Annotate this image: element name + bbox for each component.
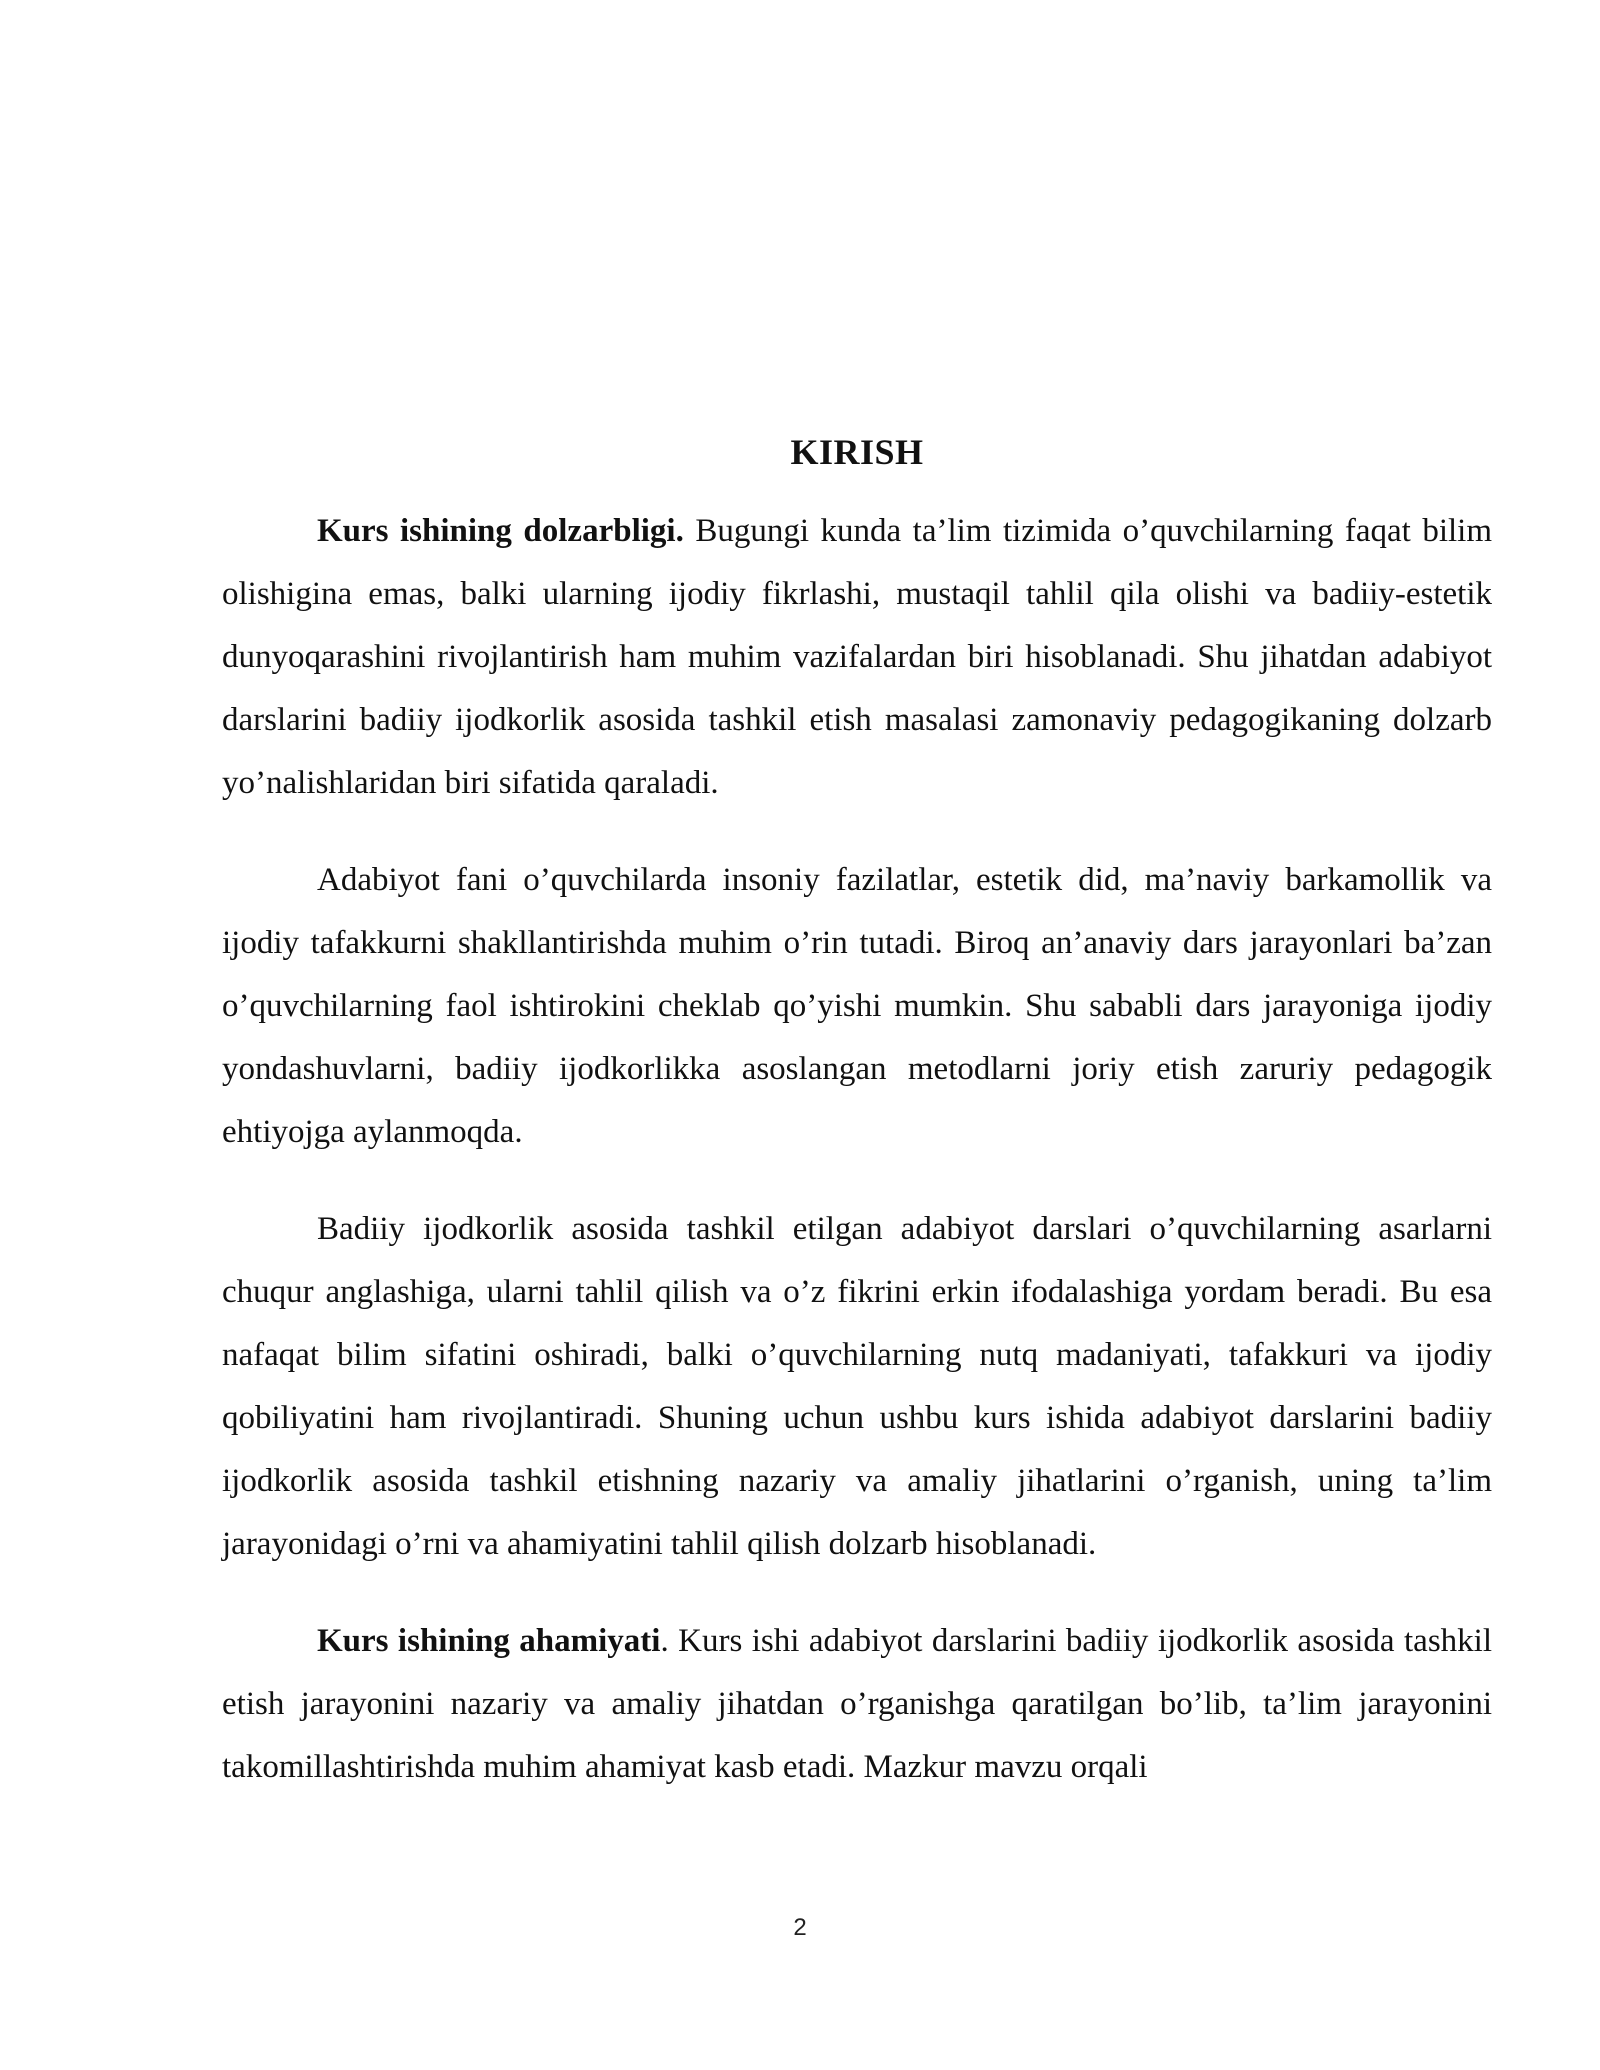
paragraph-lead-importance: Kurs ishining ahamiyati	[317, 1623, 661, 1659]
paragraph-text-relevance: Bugungi kunda ta’lim tizimida o’quvchilarning faqat bilim olishigina emas, balki ularning ijodiy fikrlashi, mustaqil tahlil qila olishi va badiiy-estetik dunyoqarashini rivojlantirish ham muhim vazifalardan biri hisoblanadi. Shu jihatdan adabiyot darslarini badiiy ijodkorlik asosida tashkil etish masalasi zamonaviy pedagogikaning dolzarb yo’nalishlaridan biri sifatida qaraladi.	[222, 513, 1492, 801]
document-body	[222, 424, 1492, 1833]
paragraph-text-creative-lessons: Badiiy ijodkorlik asosida tashkil etilgan adabiyot darslari o’quvchilarning asarlarni chuqur anglashiga, ularni tahlil qilish va o’z fikrini erkin ifodalashiga yordam beradi. Bu esa nafaqat bilim sifatini oshiradi, balki o’quvchilarning nutq madaniyati, tafakkuri va ijodiy qobiliyatini ham rivojlantiradi. Shuning uchun ushbu kurs ishida adabiyot darslarini badiiy ijodkorlik asosida tashkil etishning nazariy va amaliy jihatlarini o’rganish, uning ta’lim jarayonidagi o’rni va ahamiyatini tahlil qilish dolzarb hisoblanadi.	[222, 1211, 1492, 1562]
paragraph-creative-lessons	[222, 1198, 1492, 1576]
paragraph-relevance	[222, 500, 1492, 815]
page-number: 2	[793, 1914, 807, 1941]
paragraph-lead-relevance: Kurs ishining dolzarbligi.	[317, 513, 684, 549]
paragraph-text-importance: . Kurs ishi adabiyot darslarini badiiy ijodkorlik asosida tashkil etish jarayonini nazariy va amaliy jihatdan o’rganishga qaratilgan bo’lib, ta’lim jarayonini takomillashtirishda muhim ahamiyat kasb etadi. Mazkur mavzu orqali	[222, 1623, 1492, 1785]
page-title: KIRISH	[790, 432, 924, 472]
paragraph-text-literature-role: Adabiyot fani o’quvchilarda insoniy fazilatlar, estetik did, ma’naviy barkamollik va ijodiy tafakkurni shakllantirishda muhim o’rin tutadi. Biroq an’anaviy dars jarayonlari ba’zan o’quvchilarning faol ishtirokini cheklab qo’yishi mumkin. Shu sababli dars jarayoniga ijodiy yondashuvlarni, badiiy ijodkorlikka asoslangan metodlarni joriy etish zaruriy pedagogik ehtiyojga aylanmoqda.	[222, 862, 1492, 1150]
paragraph-importance	[222, 1610, 1492, 1799]
paragraph-literature-role	[222, 849, 1492, 1164]
